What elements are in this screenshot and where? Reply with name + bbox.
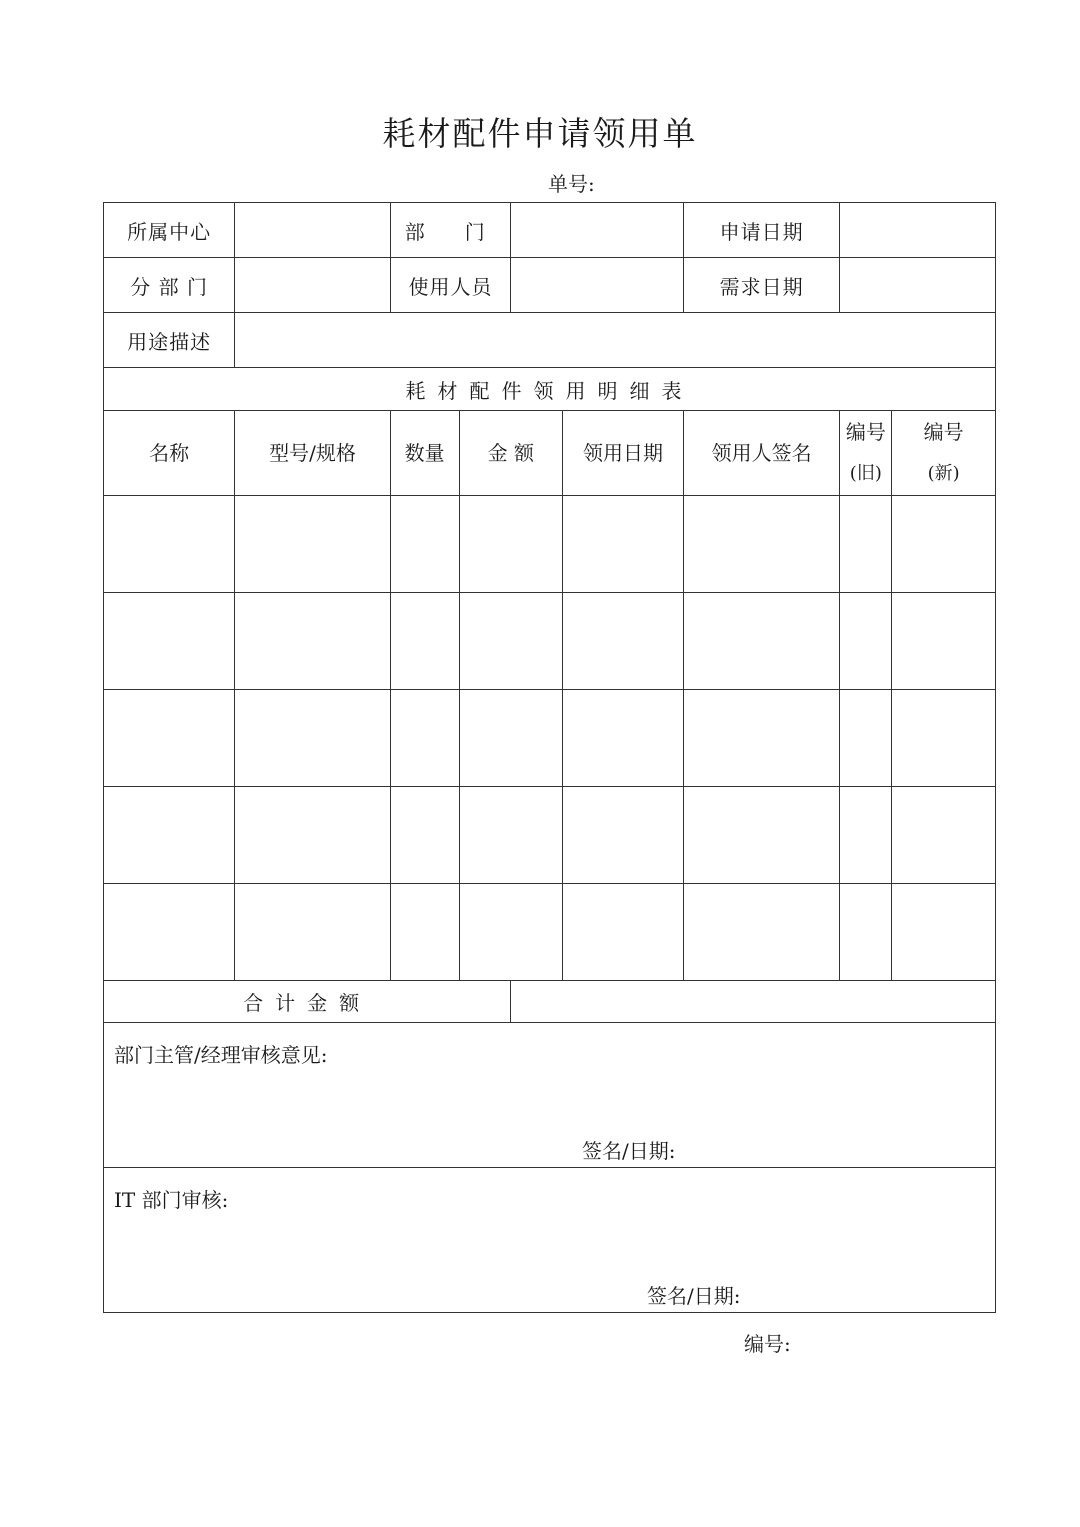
user-field[interactable] xyxy=(511,258,683,313)
header-code-old xyxy=(840,411,892,496)
cell-signature[interactable] xyxy=(683,593,840,690)
cell-code-new[interactable] xyxy=(892,593,996,690)
header-code-new xyxy=(892,411,996,496)
dept-field[interactable] xyxy=(511,203,683,258)
table-row xyxy=(104,690,996,787)
cell-signature[interactable] xyxy=(683,884,840,981)
cell-name[interactable] xyxy=(104,787,235,884)
cell-amount[interactable] xyxy=(459,496,563,593)
it-review-cell[interactable] xyxy=(104,1168,996,1313)
need-date-label: 需求日期 xyxy=(683,258,840,313)
cell-qty[interactable] xyxy=(390,884,459,981)
total-amount-label: 合计金额 xyxy=(104,981,511,1023)
dept-label-a: 部 xyxy=(404,219,425,244)
requisition-table xyxy=(103,202,996,1313)
header-model: 型号/规格 xyxy=(235,411,391,496)
cell-amount[interactable] xyxy=(459,593,563,690)
table-row xyxy=(104,787,996,884)
cell-amount[interactable] xyxy=(459,690,563,787)
cell-date[interactable] xyxy=(563,884,684,981)
manager-review-cell[interactable] xyxy=(104,1023,996,1168)
total-amount-field[interactable] xyxy=(511,981,996,1023)
detail-caption: 耗材配件领用明细表 xyxy=(104,368,996,411)
cell-model[interactable] xyxy=(235,690,391,787)
form-title: 耗材配件申请领用单 xyxy=(382,114,698,153)
cell-date[interactable] xyxy=(563,593,684,690)
header-name: 名称 xyxy=(104,411,235,496)
purpose-field[interactable] xyxy=(235,313,996,368)
cell-code-old[interactable] xyxy=(840,690,892,787)
apply-date-label: 申请日期 xyxy=(683,203,840,258)
cell-qty[interactable] xyxy=(390,496,459,593)
table-row xyxy=(104,884,996,981)
cell-date[interactable] xyxy=(563,496,684,593)
header-code-old-text: 编号 xyxy=(845,420,886,444)
cell-code-new[interactable] xyxy=(892,787,996,884)
header-date: 领用日期 xyxy=(563,411,684,496)
cell-qty[interactable] xyxy=(390,593,459,690)
cell-model[interactable] xyxy=(235,593,391,690)
cell-name[interactable] xyxy=(104,884,235,981)
table-row xyxy=(104,593,996,690)
header-code-new-sub: (新) xyxy=(927,463,960,484)
cell-model[interactable] xyxy=(235,884,391,981)
cell-name[interactable] xyxy=(104,496,235,593)
cell-signature[interactable] xyxy=(683,690,840,787)
cell-name[interactable] xyxy=(104,690,235,787)
cell-model[interactable] xyxy=(235,496,391,593)
header-code-old-sub: (旧) xyxy=(849,463,882,484)
center-field[interactable] xyxy=(235,203,391,258)
manager-review-label: 部门主管/经理审核意见: xyxy=(114,1043,328,1067)
detail-header-row xyxy=(104,411,996,496)
manager-sign-label: 签名/日期: xyxy=(582,1139,676,1163)
dept-label-b: 门 xyxy=(464,219,485,244)
cell-signature[interactable] xyxy=(683,496,840,593)
form-number-label: 单号: xyxy=(548,172,595,196)
header-amount: 金 额 xyxy=(459,411,563,496)
header-qty: 数量 xyxy=(390,411,459,496)
cell-model[interactable] xyxy=(235,787,391,884)
need-date-field[interactable] xyxy=(840,258,996,313)
cell-date[interactable] xyxy=(563,787,684,884)
cell-qty[interactable] xyxy=(390,690,459,787)
cell-code-old[interactable] xyxy=(840,496,892,593)
center-label: 所属中心 xyxy=(104,203,235,258)
it-review-label: IT 部门审核: xyxy=(114,1188,229,1212)
apply-date-field[interactable] xyxy=(840,203,996,258)
cell-code-new[interactable] xyxy=(892,496,996,593)
cell-name[interactable] xyxy=(104,593,235,690)
table-row xyxy=(104,496,996,593)
it-sign-label: 签名/日期: xyxy=(647,1284,741,1308)
cell-code-new[interactable] xyxy=(892,884,996,981)
cell-qty[interactable] xyxy=(390,787,459,884)
header-code-new-text: 编号 xyxy=(923,420,964,444)
cell-code-old[interactable] xyxy=(840,593,892,690)
dept-label xyxy=(390,203,511,258)
user-label: 使用人员 xyxy=(390,258,511,313)
sub-dept-field[interactable] xyxy=(235,258,391,313)
footer-number-label: 编号: xyxy=(744,1332,791,1356)
cell-code-old[interactable] xyxy=(840,787,892,884)
cell-code-new[interactable] xyxy=(892,690,996,787)
cell-signature[interactable] xyxy=(683,787,840,884)
header-signature: 领用人签名 xyxy=(683,411,840,496)
cell-amount[interactable] xyxy=(459,787,563,884)
cell-code-old[interactable] xyxy=(840,884,892,981)
purpose-label: 用途描述 xyxy=(104,313,235,368)
cell-amount[interactable] xyxy=(459,884,563,981)
sub-dept-label: 分 部 门 xyxy=(104,258,235,313)
cell-date[interactable] xyxy=(563,690,684,787)
